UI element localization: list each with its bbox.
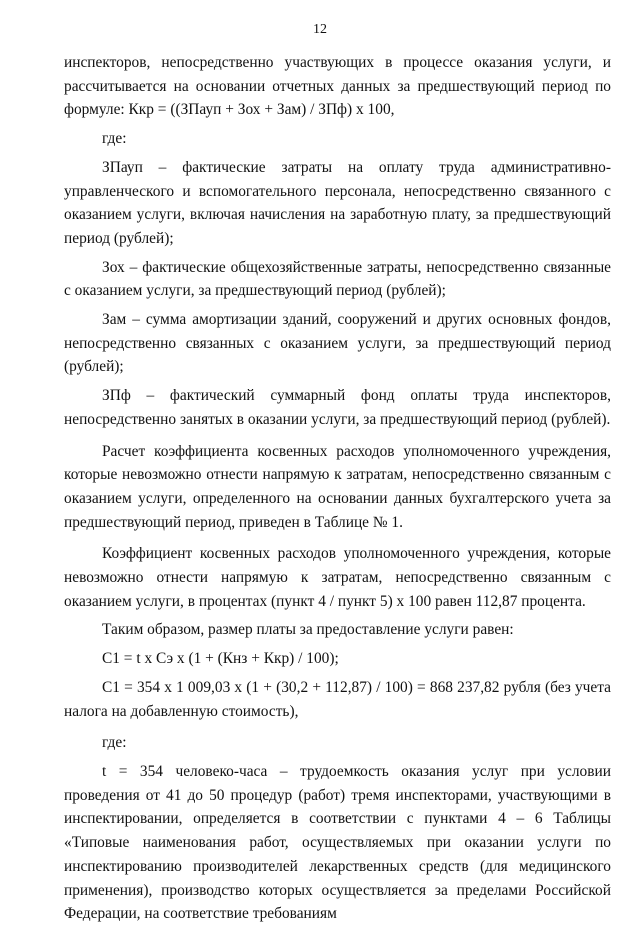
paragraph-zam-definition: Зам – сумма амортизации зданий, сооружений и других основных фондов, непосредственно связанных с оказанием услуги, за предшествующий период (рублей); xyxy=(64,311,611,376)
paragraph-where-2: где: xyxy=(102,734,127,752)
paragraph-labor-intensity: t = 354 человеко-часа – трудоемкость оказания услуг при условии проведения от 41 до 50 процедур (работ) тремя инспекторами, участвующими в инспектировании, определяется в соответствии с пунктами 4 – 6 Таблицы «Типовые наименования работ, осуществляемых при оказании услуги по инспектированию производителей лекарственных средств (для медицинского применения), производство которых осуществляется за пределами Российской Федерации, на соответствие требованиям xyxy=(64,762,611,923)
paragraph-indirect-costs-calculation: Расчет коэффициента косвенных расходов уполномоченного учреждения, которые невозможно отнести напрямую к затратам, непосредственно связанным с оказанием услуги, определенного на основании данных бухгалтерского учета за предшествующий период, приведен в Таблице № 1. xyxy=(64,442,611,531)
paragraph-formula-intro: инспекторов, непосредственно участвующих в процессе оказания услуги, и рассчитывается на основании отчетных данных за предшествующий период по формуле: Ккр = ((ЗПауп + Зох + Зам) / ЗПф) х 100, xyxy=(64,54,611,119)
paragraph-indirect-costs-coefficient: Коэффициент косвенных расходов уполномоченного учреждения, которые невозможно отнести напрямую к затратам, непосредственно связанным с оказанием услуги, в процентах (пункт 4 / пункт 5) х 100 равен 112,87 процента. xyxy=(64,545,611,610)
paragraph-zpaup-definition: ЗПауп – фактические затраты на оплату труда административно-управленческого и вспомогательного персонала, непосредственно связанного с оказанием услуги, включая начисления на заработную плату, за предшествующий период (рублей); xyxy=(64,158,611,247)
paragraph-zoh-definition: Зох – фактические общехозяйственные затраты, непосредственно связанные с оказанием услуги, за предшествующий период (рублей); xyxy=(64,258,611,300)
paragraph-where: где: xyxy=(102,130,127,148)
document-body xyxy=(64,51,611,926)
page-number: 12 xyxy=(313,22,327,37)
paragraph-fee-formula: С1 = t х Сэ х (1 + (Кнз + Ккр) / 100); xyxy=(102,650,339,668)
paragraph-fee-calculation: С1 = 354 х 1 009,03 х (1 + (30,2 + 112,87) / 100) = 868 237,82 рубля (без учета налога на добавленную стоимость), xyxy=(64,678,611,720)
paragraph-zpf-definition: ЗПф – фактический суммарный фонд оплаты труда инспекторов, непосредственно занятых в оказании услуги, за предшествующий период (рублей). xyxy=(64,387,611,428)
paragraph-fee-intro: Таким образом, размер платы за предоставление услуги равен: xyxy=(102,621,514,639)
